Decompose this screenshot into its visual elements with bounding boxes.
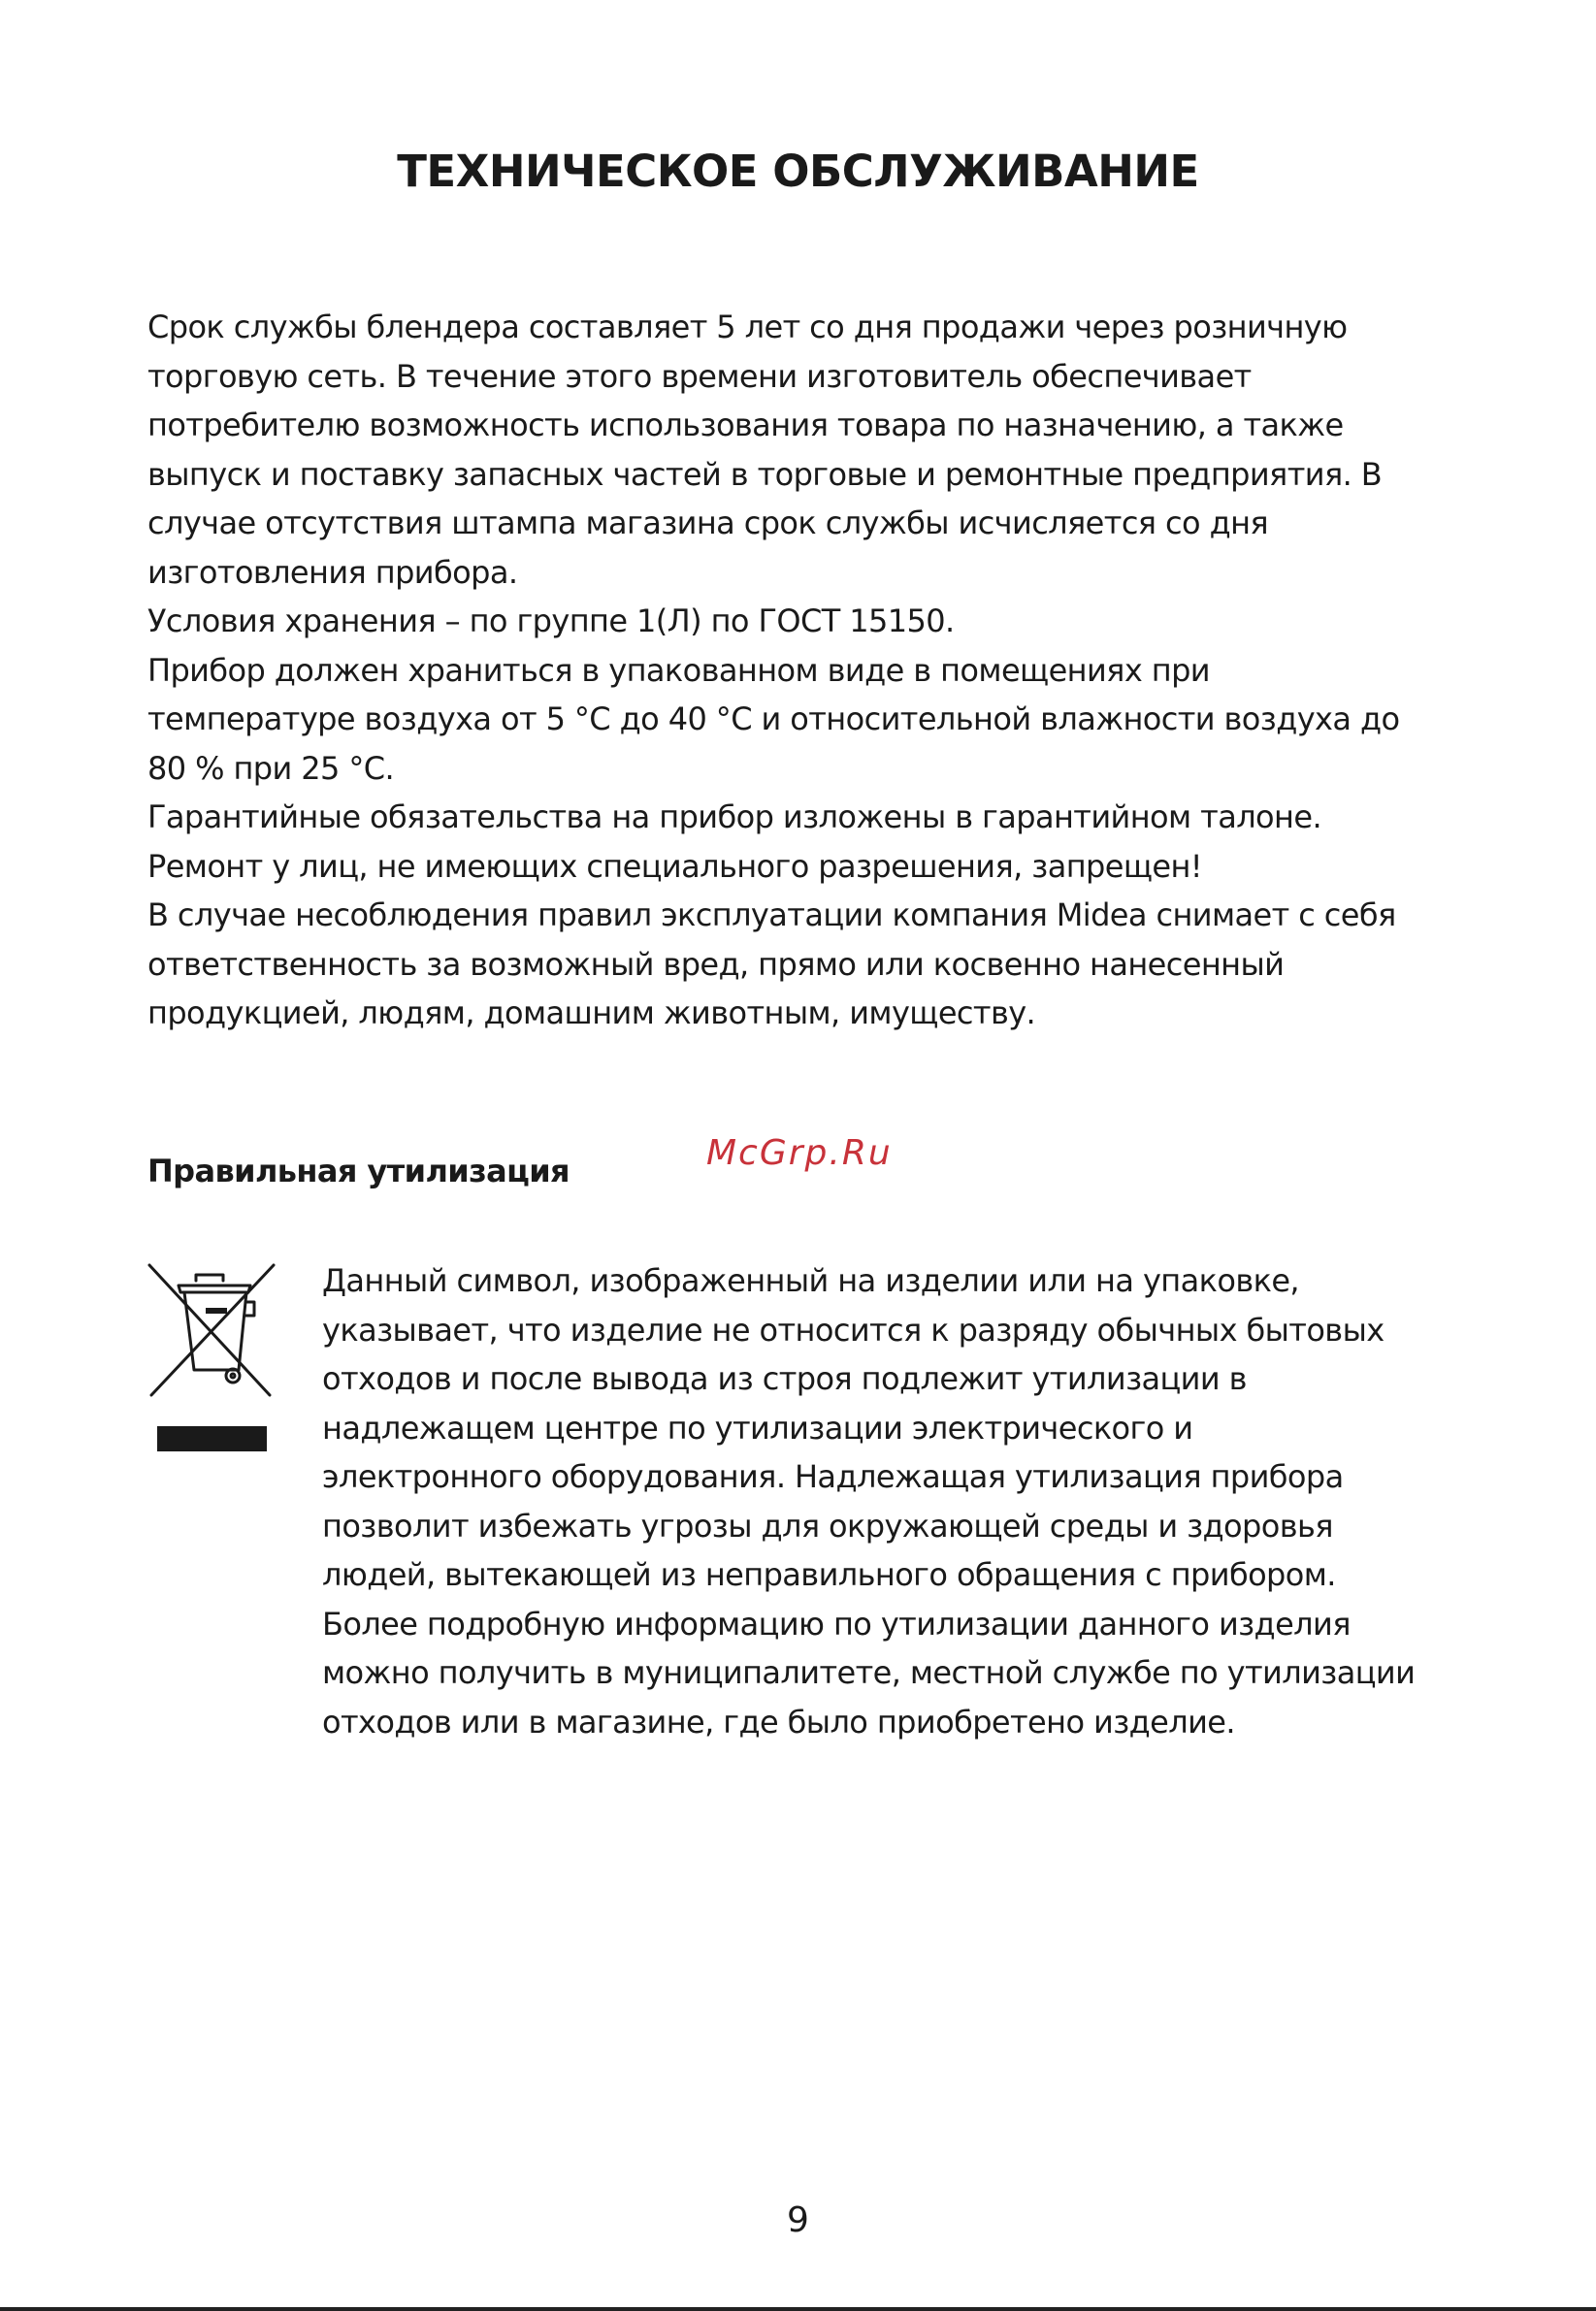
text-line: продукцией, людям, домашним животным, имуществу. — [147, 994, 1036, 1031]
text-line: надлежащем центре по утилизации электрического и — [322, 1409, 1193, 1447]
text-line: позволит избежать угрозы для окружающей среды и здоровья — [322, 1507, 1333, 1545]
maintenance-text — [147, 303, 1477, 1038]
text-line: Более подробную информацию по утилизации данного изделия — [322, 1605, 1351, 1643]
text-line: электронного оборудования. Надлежащая утилизация прибора — [322, 1458, 1344, 1495]
bottom-rule — [0, 2307, 1596, 2311]
text-line: ответственность за возможный вред, прямо или косвенно нанесенный — [147, 945, 1285, 983]
text-line: торговую сеть. В течение этого времени изготовитель обеспечивает — [147, 357, 1252, 395]
text-line: Срок службы блендера составляет 5 лет со дня продажи через розничную — [147, 309, 1348, 345]
text-line: Гарантийные обязательства на прибор изложены в гарантийном талоне. — [147, 798, 1322, 835]
text-line: 80 % при 25 °C. — [147, 749, 395, 787]
text-line: отходов или в магазине, где было приобретено изделие. — [322, 1703, 1235, 1741]
text-line: выпуск и поставку запасных частей в торговые и ремонтные предприятия. В — [147, 455, 1383, 493]
text-line: Условия хранения – по группе 1(Л) по ГОСТ 15150. — [147, 602, 955, 639]
text-line: температуре воздуха от 5 °C до 40 °C и относительной влажности воздуха до — [147, 700, 1400, 737]
text-line: изготовления прибора. — [147, 553, 518, 591]
text-line: Данный символ, изображенный на изделии или на упаковке, — [322, 1262, 1299, 1299]
text-line: Прибор должен храниться в упакованном виде в помещениях при — [147, 651, 1210, 689]
text-line: людей, вытекающей из неправильного обращения с прибором. — [322, 1556, 1336, 1593]
text-line: можно получить в муниципалитете, местной службе по утилизации — [322, 1654, 1416, 1691]
text-line: Ремонт у лиц, не имеющих специального разрешения, запрещен! — [147, 847, 1203, 885]
page-number: 9 — [787, 2200, 809, 2240]
watermark: McGrp.Ru — [706, 1133, 893, 1173]
page-title: ТЕХНИЧЕСКОЕ ОБСЛУЖИВАНИЕ — [397, 146, 1199, 197]
text-line: отходов и после вывода из строя подлежит утилизации в — [322, 1360, 1247, 1397]
disposal-heading: Правильная утилизация — [147, 1153, 570, 1189]
text-line: случае отсутствия штампа магазина срок службы исчисляется со дня — [147, 505, 1269, 541]
disposal-text — [322, 1256, 1506, 1746]
text-line: указывает, что изделие не относится к разряду обычных бытовых — [322, 1311, 1384, 1349]
crossed-out-wheelie-bin-icon — [146, 1261, 277, 1455]
text-line: потребителю возможность использования товара по назначению, а также — [147, 407, 1344, 443]
text-line: В случае несоблюдения правил эксплуатации компания Midea снимает с себя — [147, 896, 1396, 933]
